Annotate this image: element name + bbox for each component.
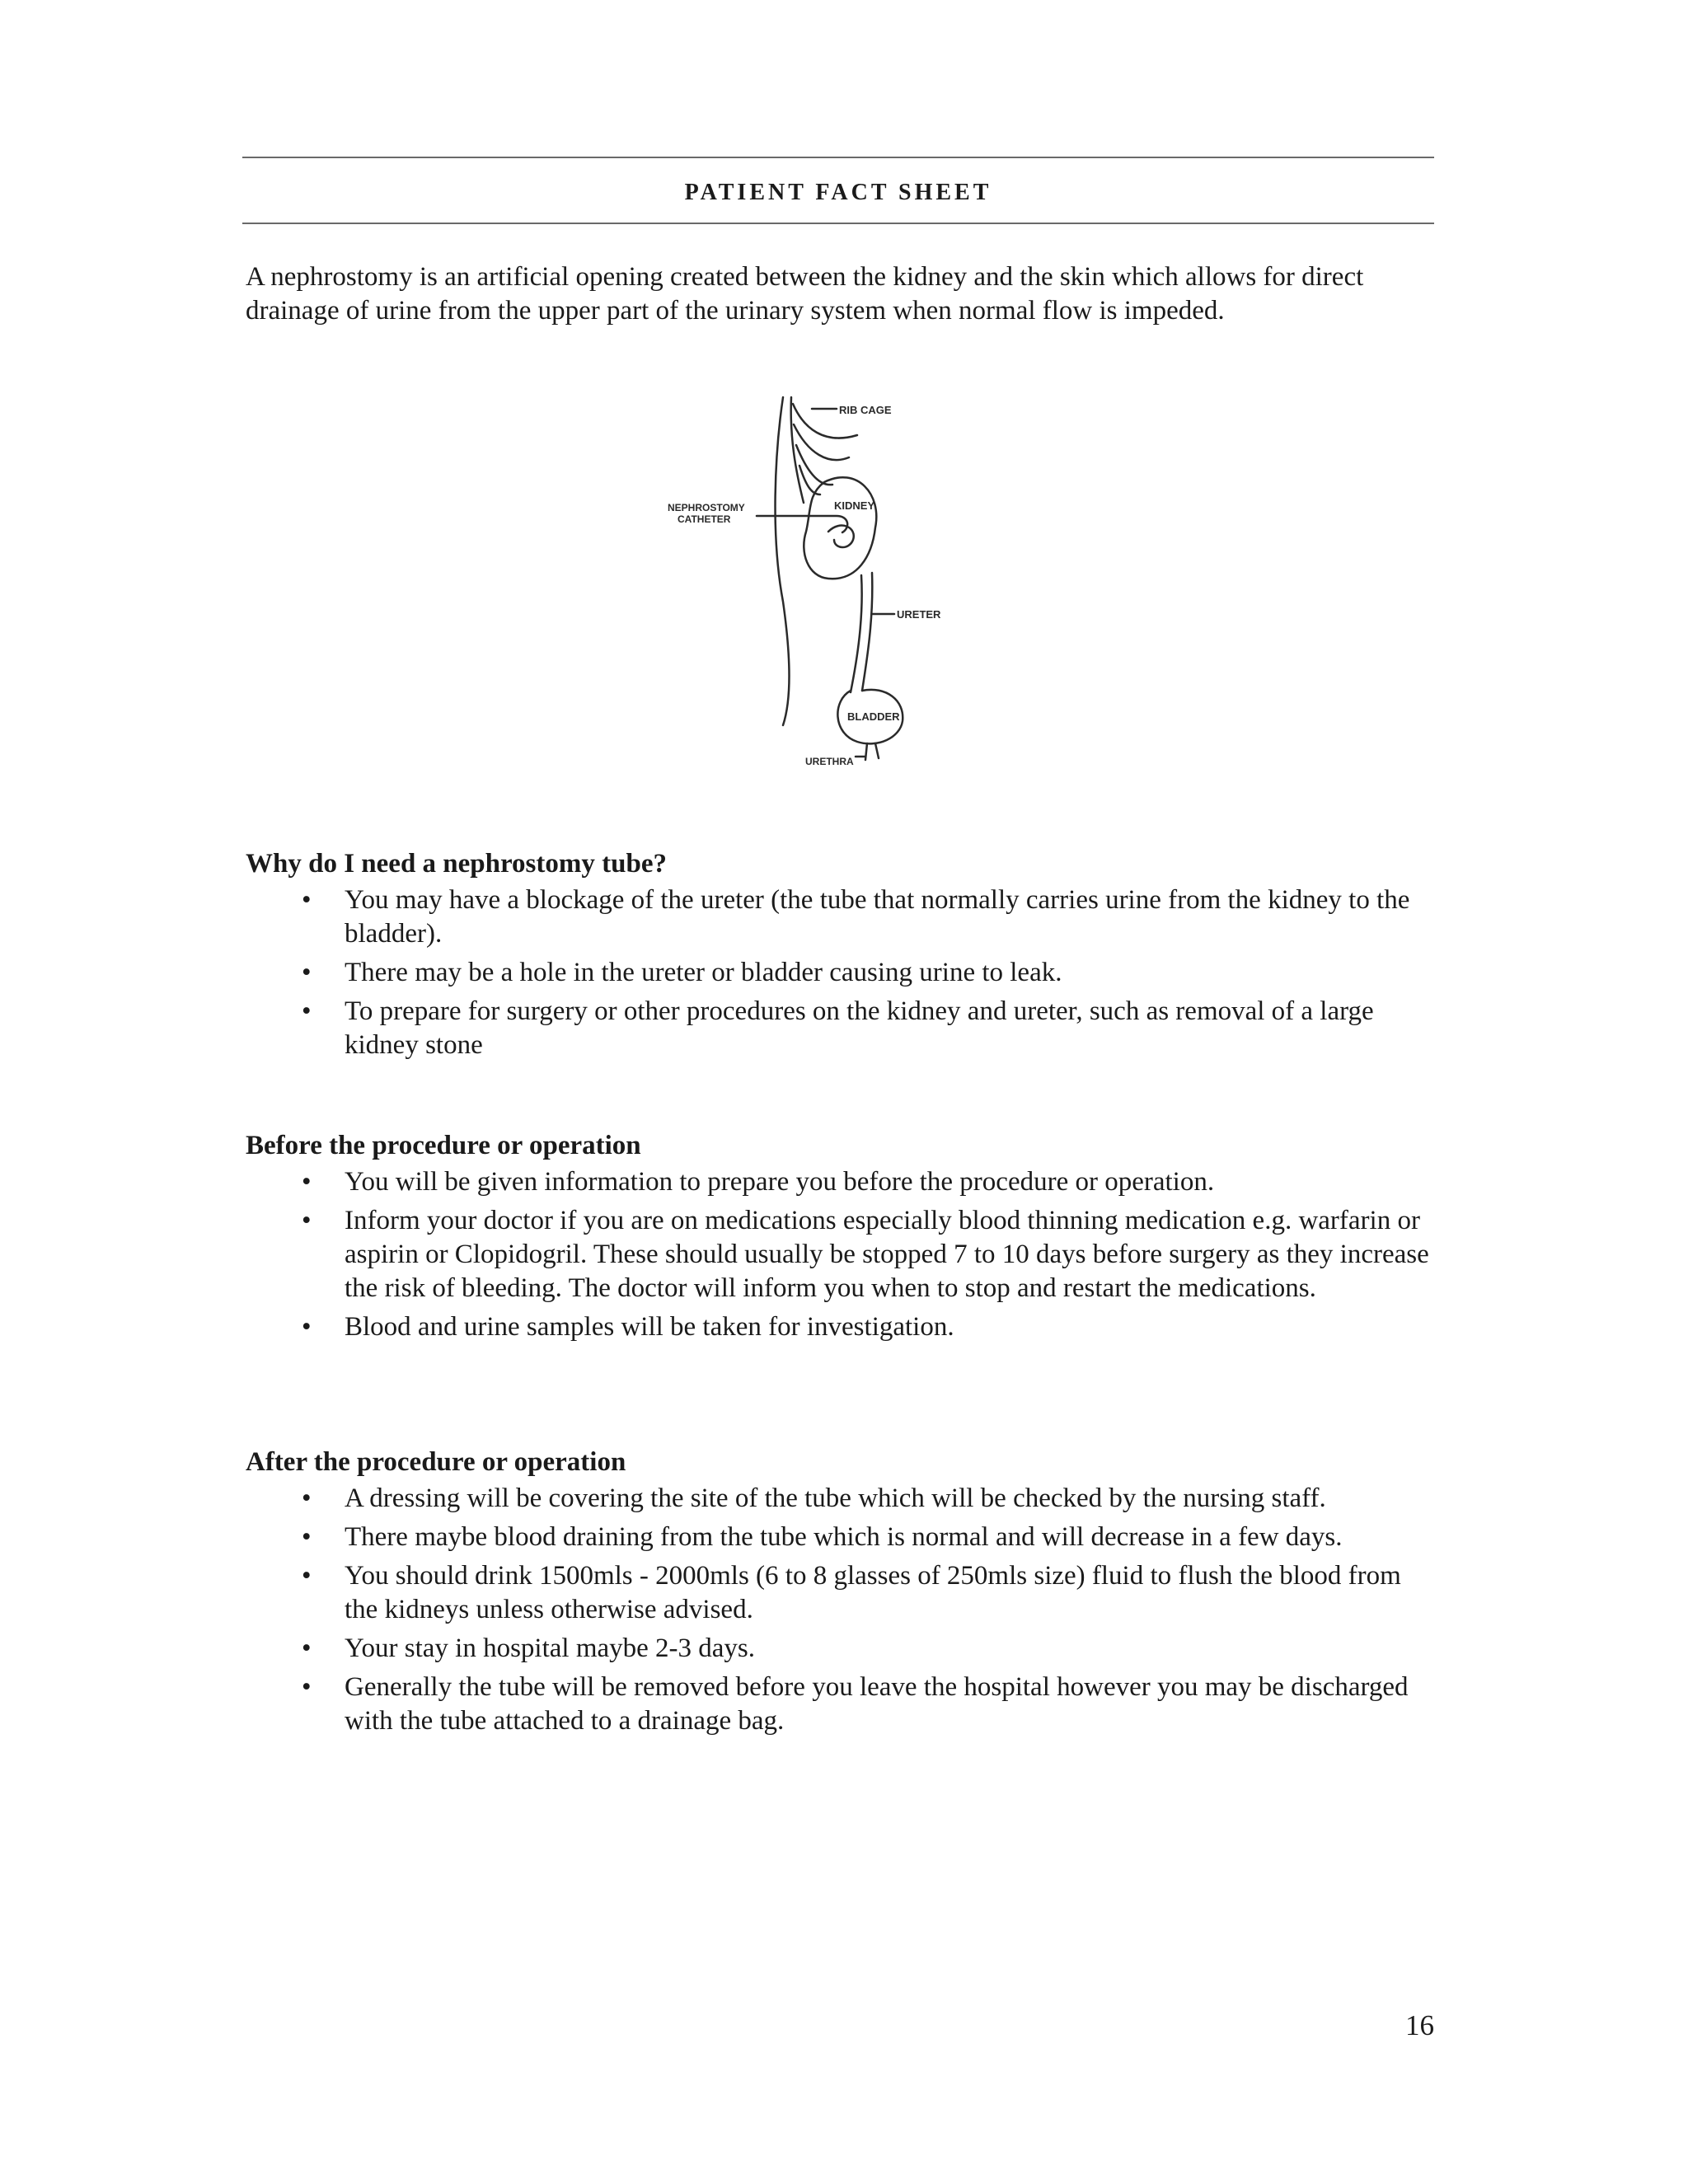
list-item-text: There maybe blood draining from the tube which is normal and will decrease in a few days.: [345, 1522, 1343, 1552]
urethra-shape: [865, 743, 879, 760]
bullet-icon: •: [302, 1633, 312, 1663]
list-item-text: You will be given information to prepare you before the procedure or operation.: [345, 1167, 1215, 1197]
kidney-shape: [804, 477, 876, 579]
list-item: [302, 956, 1432, 990]
catheter-label-line1: NEPHROSTOMY: [668, 502, 745, 513]
bullet-list: [246, 883, 1432, 1062]
bullet-icon: •: [302, 1483, 312, 1513]
intro-paragraph: A nephrostomy is an artificial opening created between the kidney and the skin which allows for direct drainage of urine from the upper part of the urinary system when normal flow is impeded.: [246, 262, 1364, 326]
list-item-text: To prepare for surgery or other procedures on the kidney and ureter, such as removal of a large kidney stone: [345, 996, 1374, 1060]
bladder-label: BLADDER: [847, 710, 900, 723]
bullet-icon: •: [302, 996, 312, 1026]
list-item-text: Your stay in hospital maybe 2-3 days.: [345, 1633, 756, 1663]
section-before: [246, 1127, 1432, 1349]
list-item: [302, 1632, 1432, 1666]
rib-2: [794, 424, 849, 460]
kidney-pelvis: [828, 526, 854, 547]
ureter-label: URETER: [897, 608, 941, 621]
list-item-text: There may be a hole in the ureter or bladder causing urine to leak.: [345, 958, 1062, 987]
list-item: [302, 1310, 1432, 1344]
bullet-icon: •: [302, 1167, 312, 1197]
nephrostomy-diagram-svg: [659, 387, 973, 775]
list-item: [302, 1165, 1432, 1199]
section-heading: Why do I need a nephrostomy tube?: [246, 849, 667, 879]
list-item-text: You may have a blockage of the ureter (the tube that normally carries urine from the kidney to the bladder).: [345, 885, 1410, 949]
list-item-text: You should drink 1500mls - 2000mls (6 to 8 glasses of 250mls size) fluid to flush the blood from the kidneys unless otherwise advised.: [345, 1561, 1401, 1624]
nephrostomy-diagram: [659, 387, 973, 775]
list-item: [302, 1671, 1432, 1738]
section-heading: After the procedure or operation: [246, 1447, 626, 1477]
kidney-label: KIDNEY: [834, 499, 875, 512]
list-item: [302, 883, 1432, 951]
header-top-rule: [242, 157, 1434, 158]
bullet-list: [246, 1482, 1432, 1738]
list-item-text: Blood and urine samples will be taken for investigation.: [345, 1312, 954, 1342]
bullet-list: [246, 1165, 1432, 1344]
section-why: [246, 846, 1432, 1067]
ureter-left: [851, 575, 862, 692]
bullet-icon: •: [302, 1522, 312, 1552]
bullet-icon: •: [302, 1561, 312, 1591]
section-heading: Before the procedure or operation: [246, 1131, 641, 1160]
urethra-label: URETHRA: [805, 756, 854, 767]
bullet-icon: •: [302, 1206, 312, 1235]
bullet-icon: •: [302, 958, 312, 987]
bullet-icon: •: [302, 1312, 312, 1342]
body-outline: [776, 397, 790, 725]
list-item: [302, 1559, 1432, 1627]
page-number: 16: [1405, 2009, 1434, 2041]
section-after: [246, 1444, 1432, 1743]
page-title: PATIENT FACT SHEET: [684, 180, 992, 205]
list-item: [302, 995, 1432, 1062]
header-bottom-rule: [242, 223, 1434, 224]
list-item: [302, 1482, 1432, 1516]
ureter-right: [862, 573, 872, 691]
bullet-icon: •: [302, 1672, 312, 1702]
list-item-text: A dressing will be covering the site of the tube which will be checked by the nursing staff.: [345, 1483, 1326, 1513]
list-item: [302, 1204, 1432, 1305]
catheter-line: [757, 516, 847, 532]
catheter-label-line2: CATHETER: [678, 513, 731, 525]
bullet-icon: •: [302, 885, 312, 915]
list-item-text: Inform your doctor if you are on medications especially blood thinning medication e.g. warfarin or aspirin or Clopidogril. These should usually be stopped 7 to 10 days before surgery as they increase the risk of bleeding. The doctor will inform you when to stop and restart the medications.: [345, 1206, 1429, 1303]
rib-cage-label: RIB CAGE: [839, 404, 892, 416]
list-item: [302, 1521, 1432, 1554]
list-item-text: Generally the tube will be removed before you leave the hospital however you may be discharged with the tube attached to a drainage bag.: [345, 1672, 1409, 1736]
